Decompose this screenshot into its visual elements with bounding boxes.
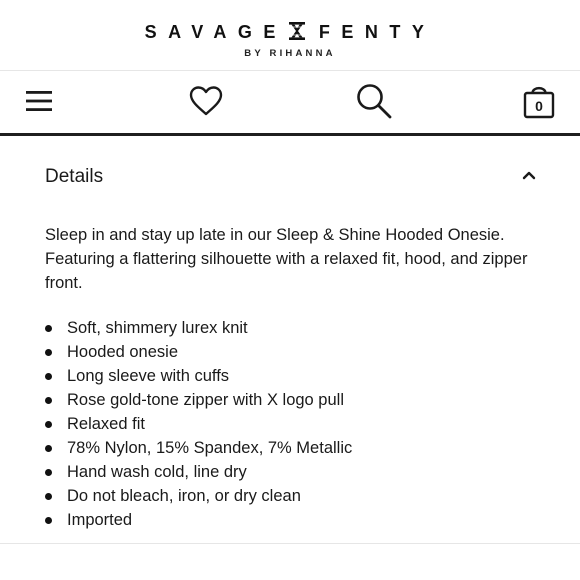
- feature-text: Long sleeve with cuffs: [67, 367, 230, 385]
- details-accordion-toggle[interactable]: [45, 158, 545, 194]
- list-item: [45, 388, 555, 412]
- feature-text: Relaxed fit: [67, 415, 145, 433]
- list-item: [45, 316, 555, 340]
- details-title: Details: [45, 166, 104, 187]
- brand-name-left: SAVAGE: [144, 22, 287, 42]
- nav-divider: [0, 133, 580, 136]
- feature-text: Rose gold-tone zipper with X logo pull: [67, 391, 344, 409]
- x-logo-icon: [289, 22, 305, 45]
- brand-tagline: BY RIHANNA: [244, 48, 336, 59]
- list-item: [45, 484, 555, 508]
- list-item: [45, 460, 555, 484]
- list-item: [45, 412, 555, 436]
- bullet-icon: [45, 469, 52, 476]
- feature-list: [45, 316, 555, 532]
- brand-logo: [0, 22, 580, 45]
- details-content: [45, 223, 555, 532]
- feature-text: Imported: [67, 511, 133, 529]
- feature-text: Hand wash cold, line dry: [67, 463, 247, 481]
- feature-text: Soft, shimmery lurex knit: [67, 319, 248, 337]
- bullet-icon: [45, 397, 52, 404]
- bullet-icon: [45, 373, 52, 380]
- heart-icon[interactable]: [186, 81, 226, 121]
- list-item: [45, 508, 555, 532]
- feature-text: Hooded onesie: [67, 343, 179, 361]
- shopping-bag-icon[interactable]: [519, 81, 559, 121]
- bullet-icon: [45, 493, 52, 500]
- bullet-icon: [45, 517, 52, 524]
- bullet-icon: [45, 325, 52, 332]
- cart-count: 0: [535, 98, 543, 114]
- bullet-icon: [45, 445, 52, 452]
- section-divider: [0, 543, 580, 544]
- nav-bar: [0, 71, 580, 133]
- list-item: [45, 364, 555, 388]
- bullet-icon: [45, 349, 52, 356]
- product-description: Sleep in and stay up late in our Sleep & Shine Hooded Onesie. Featuring a flattering silhouette with a relaxed fit, hood, and zipper front.: [45, 226, 528, 292]
- hamburger-menu-icon[interactable]: [19, 81, 59, 121]
- brand-header[interactable]: [0, 0, 580, 70]
- search-icon[interactable]: [354, 81, 394, 121]
- feature-text: 78% Nylon, 15% Spandex, 7% Metallic: [67, 439, 353, 457]
- feature-text: Do not bleach, iron, or dry clean: [67, 487, 301, 505]
- list-item: [45, 340, 555, 364]
- list-item: [45, 436, 555, 460]
- brand-name-right: FENTY: [318, 22, 436, 42]
- bullet-icon: [45, 421, 52, 428]
- chevron-up-icon[interactable]: [521, 167, 537, 183]
